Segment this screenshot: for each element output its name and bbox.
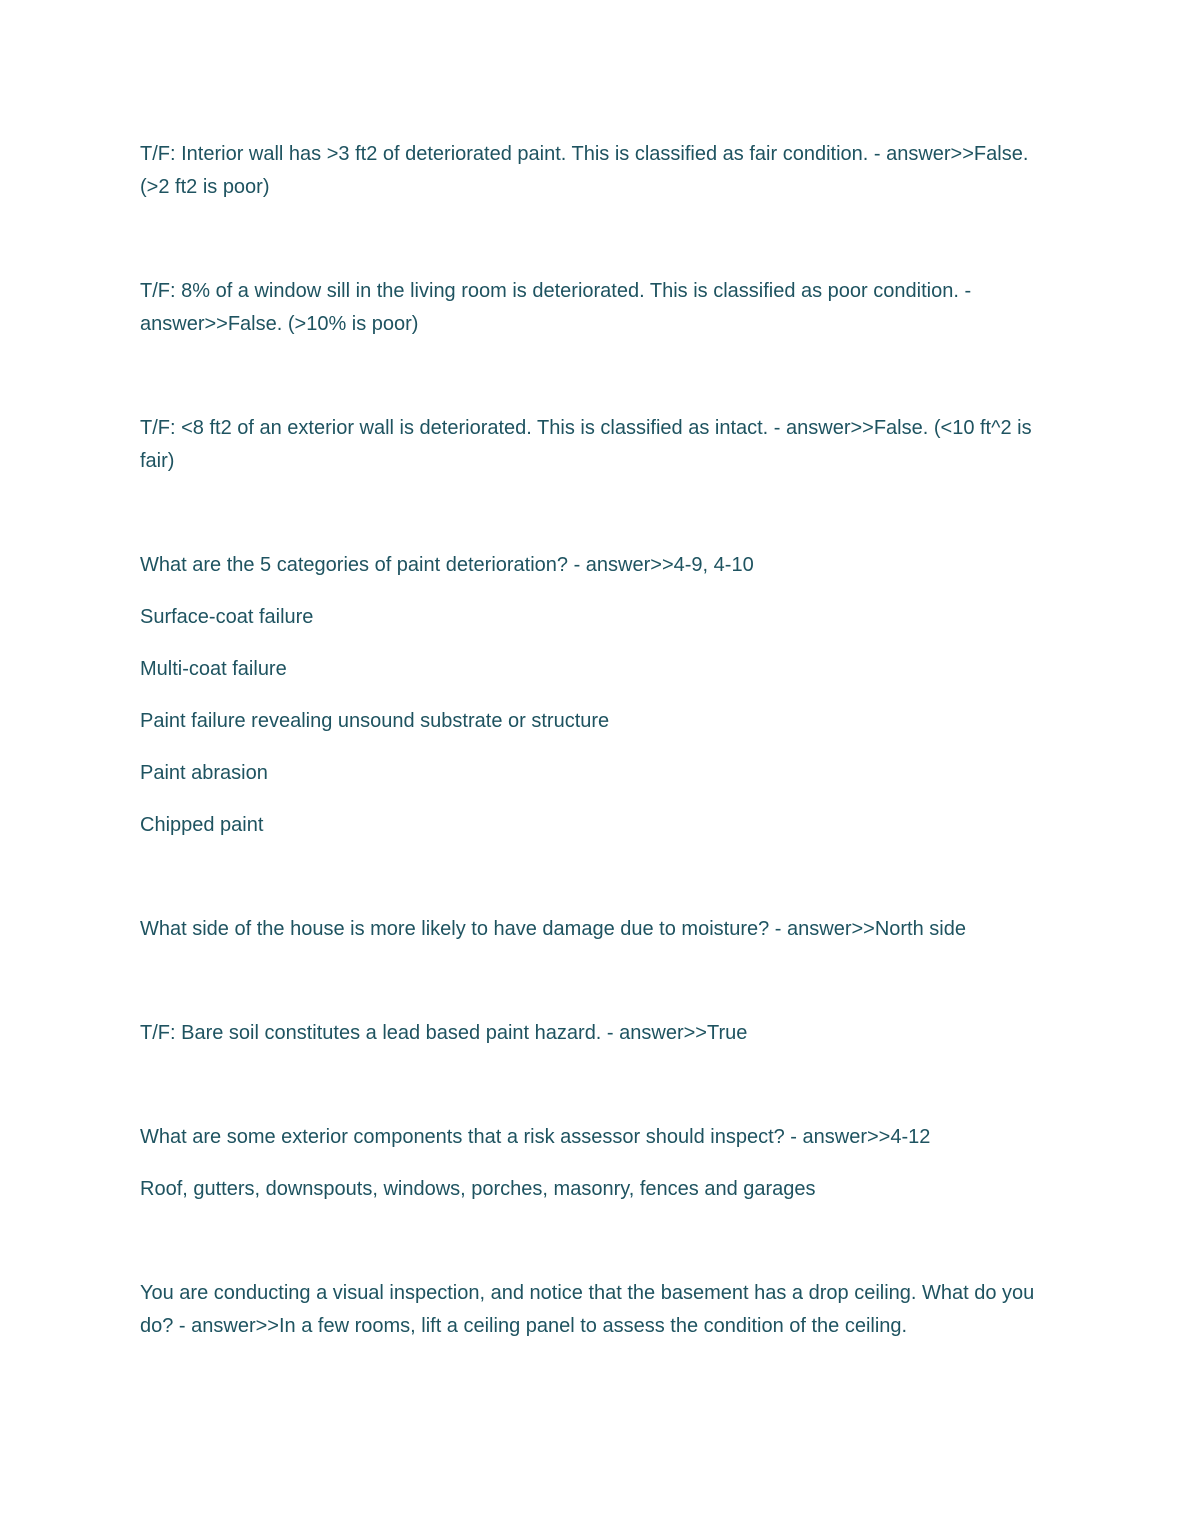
document-page — [140, 138, 1040, 1343]
qa-block-window-sill — [140, 275, 1040, 341]
list-item: Paint failure revealing unsound substrate or structure — [140, 710, 610, 732]
qa-text: What are the 5 categories of paint deterioration? - answer>>4-9, 4-10 — [140, 554, 754, 576]
qa-block-moisture-side — [140, 913, 1040, 946]
qa-block-exterior-components — [140, 1121, 1040, 1206]
list-item: Chipped paint — [140, 814, 264, 836]
qa-text: What side of the house is more likely to have damage due to moisture? - answer>>North side — [140, 918, 966, 940]
list-item: Surface-coat failure — [140, 606, 314, 628]
list-item: Paint abrasion — [140, 762, 268, 784]
qa-block-deterioration-categories — [140, 549, 1040, 842]
qa-text: T/F: 8% of a window sill in the living room is deteriorated. This is classified as poor condition. - answer>>False. (>10% is poor) — [140, 280, 972, 335]
qa-text: What are some exterior components that a risk assessor should inspect? - answer>>4-12 — [140, 1126, 931, 1148]
list-item: Roof, gutters, downspouts, windows, porches, masonry, fences and garages — [140, 1178, 816, 1200]
qa-block-bare-soil — [140, 1017, 1040, 1050]
list-item: Multi-coat failure — [140, 658, 287, 680]
qa-text: You are conducting a visual inspection, and notice that the basement has a drop ceiling. What do you do? - answer>>In a few rooms, lift a ceiling panel to assess the condition of the ceiling. — [140, 1282, 1035, 1337]
qa-text: T/F: Interior wall has >3 ft2 of deteriorated paint. This is classified as fair condition. - answer>>False. (>2 ft2 is poor) — [140, 143, 1029, 198]
qa-text: T/F: Bare soil constitutes a lead based paint hazard. - answer>>True — [140, 1022, 748, 1044]
qa-block-interior-wall — [140, 138, 1040, 204]
qa-block-exterior-wall — [140, 412, 1040, 478]
qa-block-drop-ceiling — [140, 1277, 1040, 1343]
qa-text: T/F: <8 ft2 of an exterior wall is deteriorated. This is classified as intact. - answer>>False. (<10 ft^2 is fair) — [140, 417, 1032, 472]
